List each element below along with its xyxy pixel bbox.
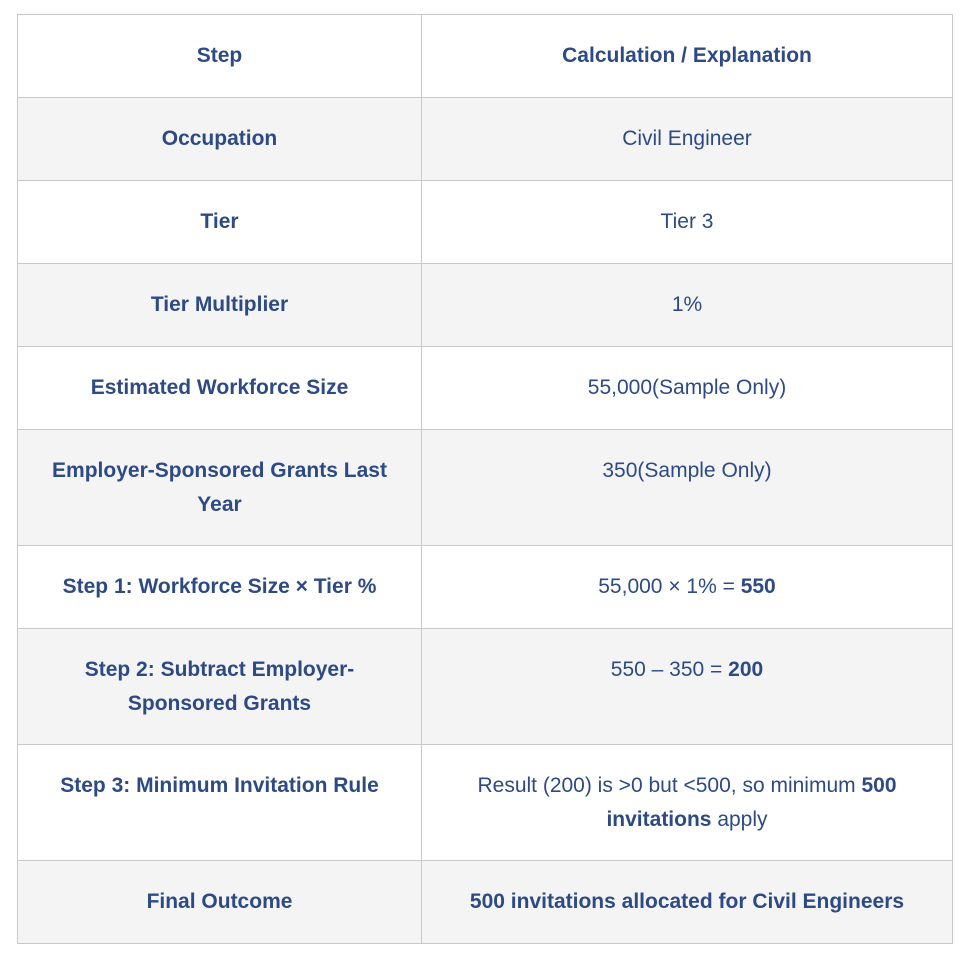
row-final-outcome-label: Final Outcome — [18, 861, 422, 944]
table-row — [18, 861, 953, 944]
row-step2-value — [422, 629, 953, 745]
table-row — [18, 98, 953, 181]
table-row — [18, 430, 953, 546]
table-row — [18, 629, 953, 745]
calculation-table — [17, 14, 953, 944]
step3-calc-suffix: apply — [711, 808, 768, 831]
step1-calc-text: 55,000 × 1% = — [598, 575, 741, 598]
step1-result: 550 — [740, 575, 776, 598]
table-header-row — [18, 15, 953, 98]
row-tier-label: Tier — [18, 181, 422, 264]
step2-result: 200 — [728, 658, 764, 681]
table-row — [18, 745, 953, 861]
row-tier-multiplier-label: Tier Multiplier — [18, 264, 422, 347]
table-row — [18, 546, 953, 629]
row-workforce-size-value: 55,000(Sample Only) — [422, 347, 953, 430]
row-step3-label: Step 3: Minimum Invitation Rule — [18, 745, 422, 861]
row-tier-multiplier-value: 1% — [422, 264, 953, 347]
row-final-outcome-value — [422, 861, 953, 944]
header-calculation: Calculation / Explanation — [422, 15, 953, 98]
row-step1-value — [422, 546, 953, 629]
table-row — [18, 264, 953, 347]
row-employer-grants-label: Employer-Sponsored Grants Last Year — [18, 430, 422, 546]
row-workforce-size-label: Estimated Workforce Size — [18, 347, 422, 430]
row-step1-label: Step 1: Workforce Size × Tier % — [18, 546, 422, 629]
row-occupation-value: Civil Engineer — [422, 98, 953, 181]
row-occupation-label: Occupation — [18, 98, 422, 181]
step3-calc-text: Result (200) is >0 but <500, so minimum — [477, 774, 862, 797]
row-tier-value: Tier 3 — [422, 181, 953, 264]
table-row — [18, 181, 953, 264]
row-step2-label: Step 2: Subtract Employer-Sponsored Grants — [18, 629, 422, 745]
step2-calc-text: 550 – 350 = — [610, 658, 729, 681]
calculation-table-container — [17, 14, 952, 944]
row-employer-grants-value: 350(Sample Only) — [422, 430, 953, 546]
final-outcome-result: 500 invitations allocated for Civil Engineers — [469, 890, 905, 913]
table-row — [18, 347, 953, 430]
row-step3-value — [422, 745, 953, 861]
header-step: Step — [18, 15, 422, 98]
step3-result: 500 invitations — [606, 774, 897, 831]
